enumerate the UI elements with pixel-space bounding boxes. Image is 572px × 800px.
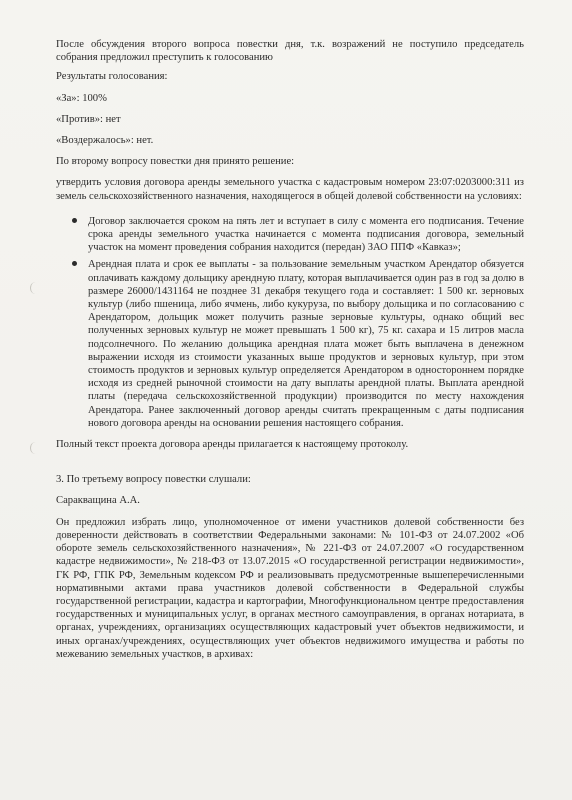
speaker-name: Саракващина А.А. [56,495,140,507]
punch-hole-mark [30,282,41,294]
list-item [56,258,524,430]
list-item [56,215,524,255]
list-item-text: Договор заключается сроком на пять лет и вступает в силу с момента его подписания. Течение срока аренды земельного участка начинается с момента подписания договора, земельный участок на момент проведения собрания находится (передан) ЗАО ППФ «Кавказ»; [88,215,524,254]
bullet-icon [72,218,77,223]
question-3-heading: 3. По третьему вопросу повестки слушали: [56,474,251,486]
punch-hole-mark [30,442,41,454]
question-3-text: Он предложил избрать лицо, уполномоченное от имени участников долевой собственности без доверенности действовать в соответствии Федеральными законами: № 101-ФЗ от 24.07.2002 «Об обороте земель сельскохозяйственного назначения», № 221-ФЗ от 24.07.2007 «О государственном кадастре недвижимости», № 218-ФЗ от 13.07.2015 «О государственной регистрации недвижимости», ГК РФ, ГПК РФ, Земельным кодексом РФ и реализовывать предусмотренные вышеперечисленными нормативными актами права участников долевой собственности в Федеральной службы государственной регистрации, кадастра и картографии, Многофункциональном центре предоставления государственных и муниципальных услуг, в органах местного самоуправления, в органах нотариата, в органах, учреждениях, организациях осуществляющих кадастровый учет объектов недвижимости, и иных органах/учреждениях, осуществляющих учет объектов недвижимого имущества и работы по межеванию земельных участков, в архивах: [56,516,524,660]
vote-abstain: «Воздержалось»: нет. [56,135,154,147]
bullet-icon [72,261,77,266]
list-item-text: Арендная плата и срок ее выплаты - за пользование земельным участком Арендатор обязуется оплачивать каждому дольщику арендную плату, которая выплачивается один раз в год за долю в размере 26000/1431164 не позднее 31 декабря текущего года и составляет: 1 500 кг. зерновых культур (либо пшеница, либо ячмень, либо кукуруза, по выбору дольщика и по согласованию с Арендатором, дольщик может получить разные зерновые культуры, однако общий вес полученных зерновых культур не может превышать 1 500 кг), 75 кг. сахара и 15 литров масла подсолнечного. По желанию дольщика арендная плата может быть выплачена в денежном выражении исходя из стоимости указанных выше продуктов и зерновых культур, при этом стоимость продуктов и зерновых культур определяется Арендатором в одностороннем порядке исходя из средней рыночной стоимости на дату выплаты арендной платы. Выплата арендной платы (передача сельскохозяйственной продукции) производится по месту нахождения Арендатора. Ранее заключенный договор аренды считать прекращенным с даты подписания нового договора аренды на основании решения настоящего собрания. [88,259,524,429]
vote-for: «За»: 100% [56,92,107,104]
vote-against: «Против»: нет [56,113,121,125]
decision-heading: По второму вопросу повестки дня принято решение: [56,156,295,168]
conditions-list [56,215,524,430]
vote-results-heading: Результаты голосования: [56,71,168,83]
paragraph-discussion: После обсуждения второго вопроса повестки дня, т.к. возражений не поступило председатель собрания предложил преступить к голосованию [56,39,524,64]
decision-text: утвердить условия договора аренды земельного участка с кадастровым номером 23:07:0203000:311 из земель сельскохозяйственного назначения, находящегося в общей долевой собственности на условиях: [56,177,524,202]
attachment-note: Полный текст проекта договора аренды прилагается к настоящему протоколу. [56,439,409,451]
document-body [56,38,524,661]
